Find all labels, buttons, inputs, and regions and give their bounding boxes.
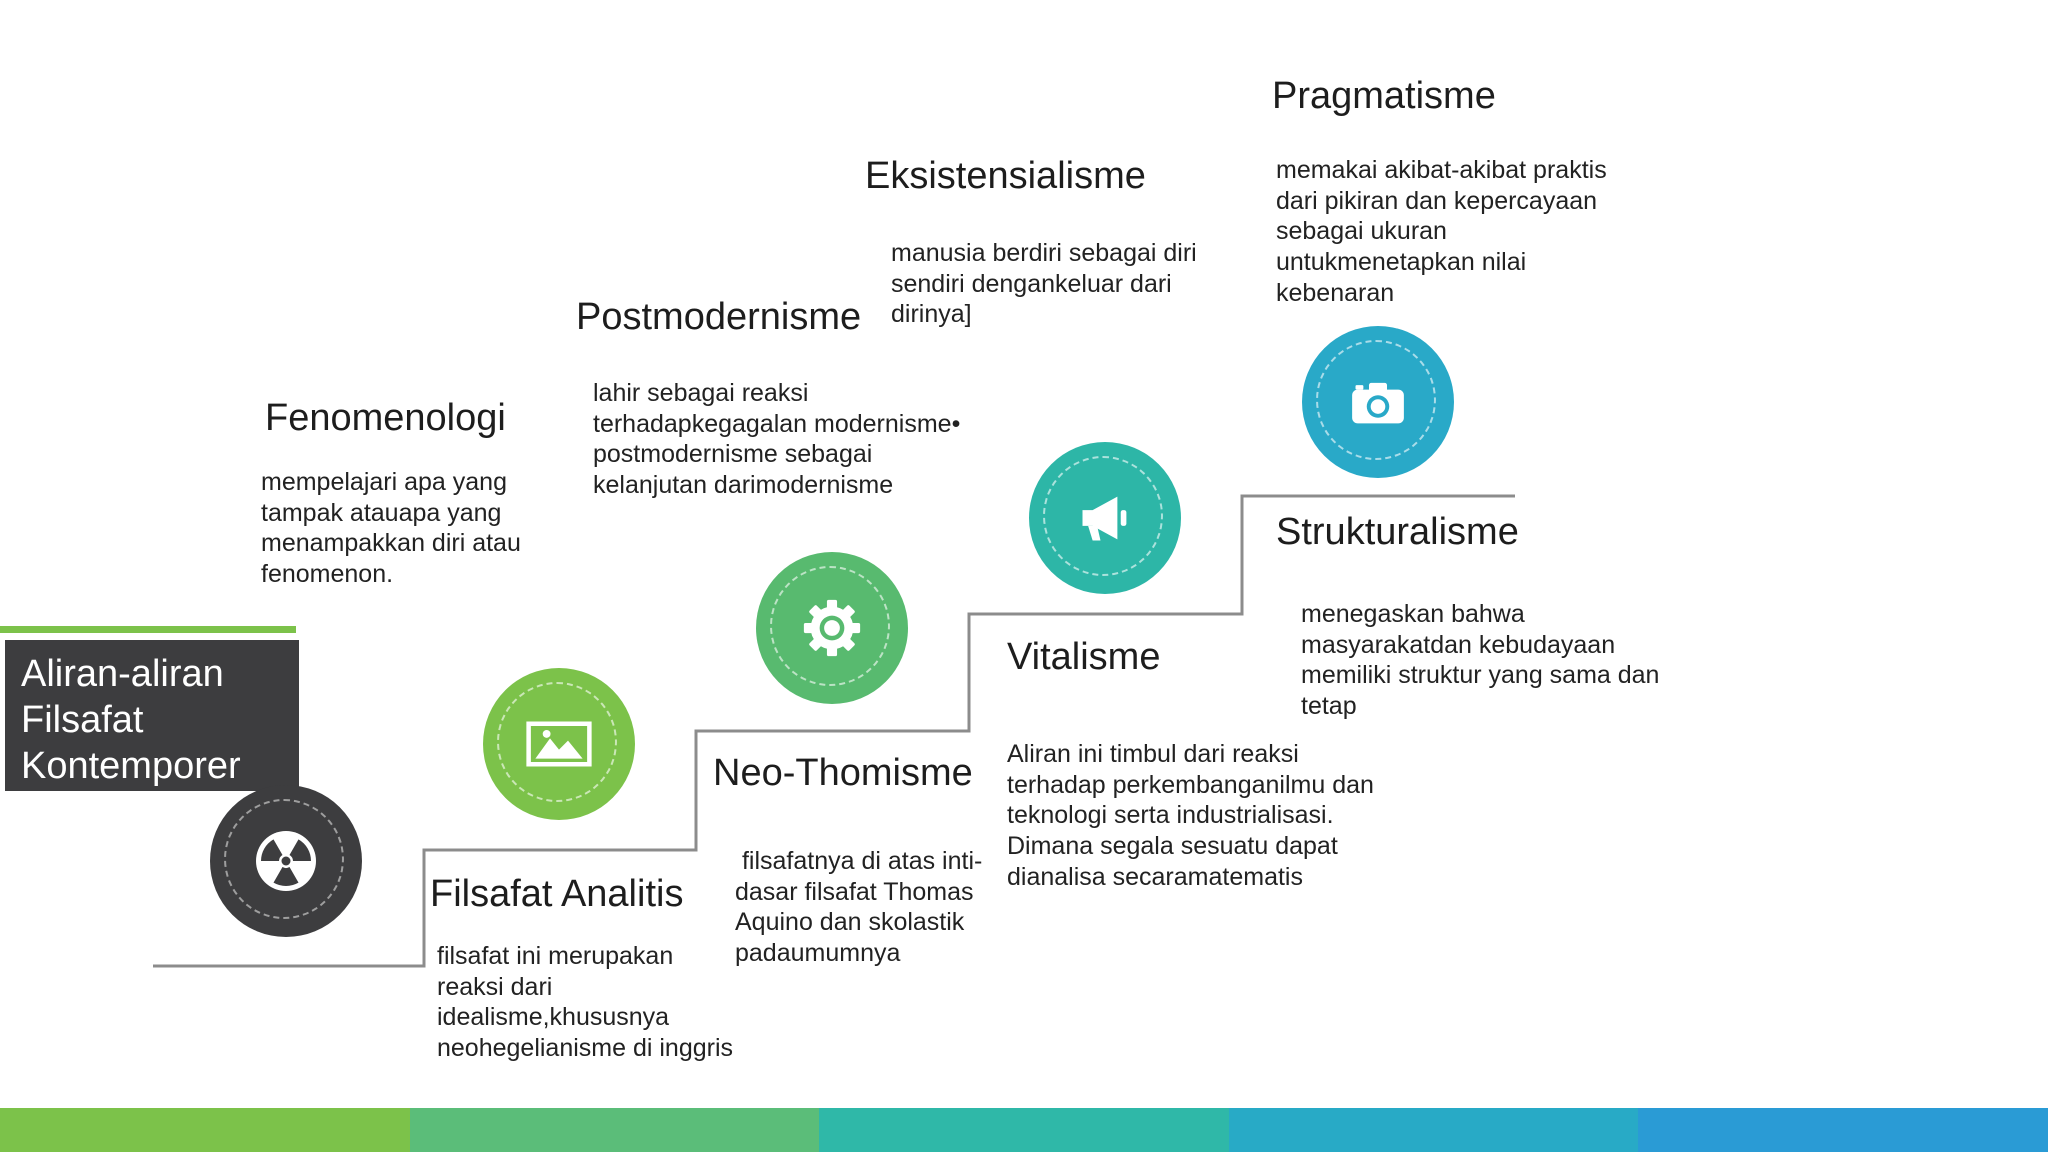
title-line: Filsafat — [21, 699, 144, 741]
description-line: padaumumnya — [735, 939, 901, 968]
title-line: Aliran-aliran — [21, 653, 224, 695]
radiation-icon — [254, 829, 318, 893]
description-line: dasar filsafat Thomas — [735, 877, 974, 906]
description-line: lahir sebagai reaksi — [593, 379, 809, 407]
bottom-bar-segment — [1229, 1108, 1639, 1152]
step-circle-gear — [756, 552, 908, 704]
megaphone-icon — [1069, 482, 1141, 554]
description-line: terhadapkegagalan modernisme• — [593, 409, 961, 438]
description-line: mempelajari apa yang — [261, 468, 507, 496]
camera-icon — [1342, 366, 1414, 438]
description-line: filsafat ini merupakan — [437, 942, 674, 970]
description-line: kebenaran — [1276, 278, 1395, 307]
topic-heading-strukturalisme: Strukturalisme — [1276, 511, 1519, 553]
description-line: fenomenon. — [261, 560, 394, 589]
topic-description-vitalisme — [1007, 739, 1374, 893]
topic-description-postmodernisme — [593, 378, 960, 501]
description-line: postmodernisme sebagai — [593, 440, 873, 469]
description-line: untukmenetapkan nilai — [1276, 248, 1527, 277]
gear-icon — [796, 592, 868, 664]
topic-description-pragmatisme — [1276, 155, 1607, 309]
step-circle-camera — [1302, 326, 1454, 478]
description-line: sendiri dengankeluar dari — [891, 269, 1172, 298]
topic-heading-fenomenologi: Fenomenologi — [265, 397, 506, 439]
title-line: Kontemporer — [21, 745, 241, 787]
description-line: tampak atauapa yang — [261, 498, 502, 527]
title-box — [5, 640, 299, 791]
description-line: sebagai ukuran — [1276, 217, 1447, 246]
topic-heading-filsafat-analitis: Filsafat Analitis — [430, 873, 684, 915]
image-icon — [523, 708, 595, 780]
bottom-color-bar — [0, 1108, 2048, 1152]
topic-description-neo-thomisme — [735, 846, 982, 969]
description-line: tetap — [1301, 692, 1357, 721]
description-line: memakai akibat-akibat praktis — [1276, 156, 1607, 184]
description-line: Aquino dan skolastik — [735, 908, 965, 937]
description-line: kelanjutan darimodernisme — [593, 471, 894, 500]
topic-description-filsafat-analitis — [437, 941, 733, 1064]
bottom-bar-segment — [819, 1108, 1229, 1152]
description-line: menampakkan diri atau — [261, 529, 521, 558]
description-line: dirinya] — [891, 300, 972, 329]
description-line: Aliran ini timbul dari reaksi — [1007, 740, 1299, 768]
description-line: neohegelianisme di inggris — [437, 1034, 734, 1063]
title-accent-line — [0, 626, 296, 633]
description-line: filsafatnya di atas inti- — [735, 847, 983, 875]
bottom-bar-segment — [1638, 1108, 2048, 1152]
bottom-bar-segment — [0, 1108, 410, 1152]
bottom-bar-segment — [410, 1108, 820, 1152]
description-line: memiliki struktur yang sama dan — [1301, 661, 1660, 690]
topic-description-fenomenologi — [261, 467, 521, 590]
topic-heading-vitalisme: Vitalisme — [1007, 636, 1161, 678]
topic-description-eksistensialisme — [891, 238, 1197, 330]
description-line: reaksi dari — [437, 972, 553, 1001]
topic-heading-eksistensialisme: Eksistensialisme — [865, 155, 1146, 197]
topic-heading-pragmatisme: Pragmatisme — [1272, 75, 1496, 117]
step-circle-radiation — [210, 785, 362, 937]
description-line: dianalisa secaramatematis — [1007, 862, 1303, 891]
description-line: dari pikiran dan kepercayaan — [1276, 186, 1598, 215]
description-line: masyarakatdan kebudayaan — [1301, 630, 1616, 659]
description-line: menegaskan bahwa — [1301, 600, 1525, 628]
topic-description-strukturalisme — [1301, 599, 1659, 722]
topic-heading-neo-thomisme: Neo-Thomisme — [713, 752, 973, 794]
step-circle-megaphone — [1029, 442, 1181, 594]
description-line: teknologi serta industrialisasi. — [1007, 801, 1334, 830]
description-line: Dimana segala sesuatu dapat — [1007, 832, 1338, 861]
description-line: terhadap perkembanganilmu dan — [1007, 770, 1374, 799]
description-line: manusia berdiri sebagai diri — [891, 239, 1197, 267]
description-line: idealisme,khususnya — [437, 1003, 670, 1032]
step-circle-image — [483, 668, 635, 820]
topic-heading-postmodernisme: Postmodernisme — [576, 296, 862, 338]
